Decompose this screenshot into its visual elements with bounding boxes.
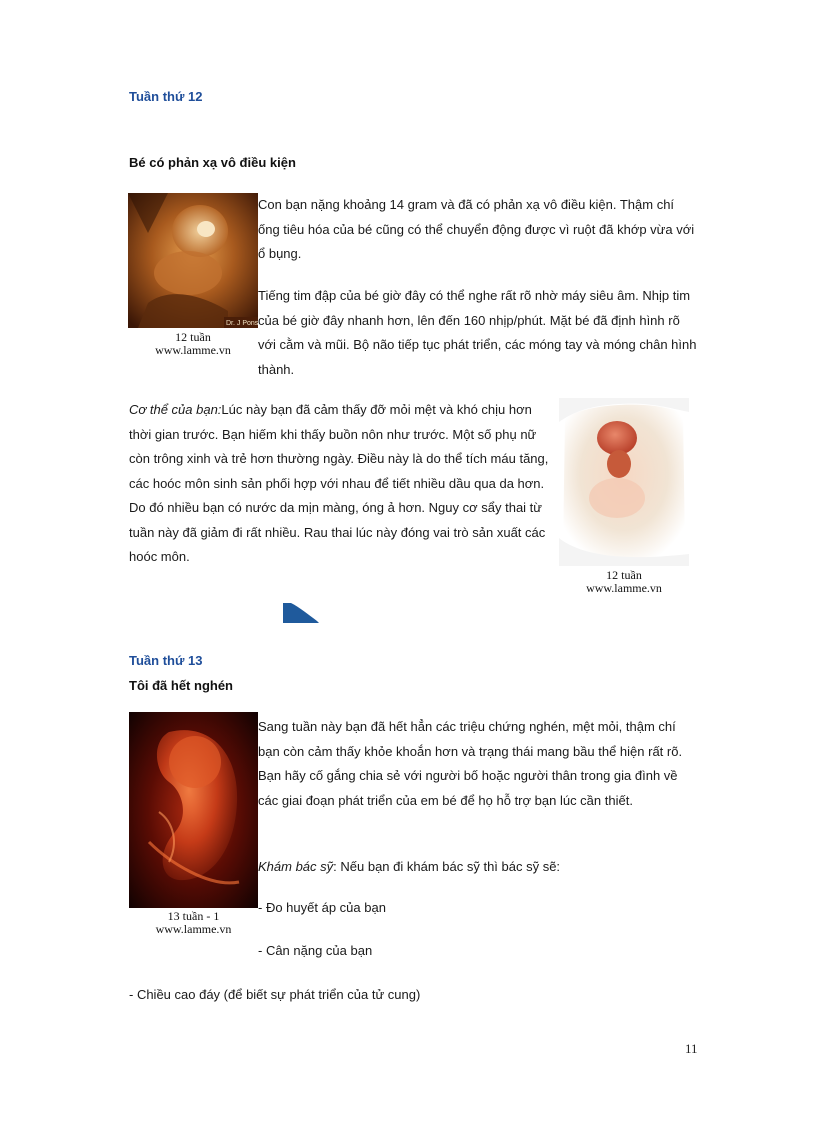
- image3-caption: [129, 910, 258, 936]
- body-text: Lúc này bạn đã cảm thấy đỡ mỏi mệt và khó chịu hơn thời gian trước. Bạn hiếm khi thấy buồn nôn như trước. Một số phụ nữ còn trông xinh và trẻ hơn thường ngày. Điều này là do thể tích máu tăng, các hoóc môn sinh sản phối hợp với nhau để tiết nhiều dầu qua da hơn. Do đó nhiều bạn có nước da mịn màng, óng ả hơn. Nguy cơ sẩy thai từ tuần này đã giảm đi rất nhiều. Rau thai lúc này đóng vai trò sản xuất các hoóc môn.: [129, 402, 549, 564]
- week12-body-paragraph: [129, 398, 557, 570]
- week13-para1-text: Sang tuần này bạn đã hết hẳn các triệu chứng nghén, mệt mỏi, thậm chí bạn còn cảm thấy khỏe khoắn hơn và trạng thái mang bầu thể hiện rất rõ. Bạn hãy cố gắng chia sẻ với người bố hoặc người thân trong gia đình về các giai đoạn phát triển của em bé để họ hỗ trợ bạn lúc cần thiết.: [258, 719, 683, 808]
- page-number: 11: [685, 1041, 698, 1056]
- ultrasound-watermark: Dr. J Pons: [226, 320, 258, 327]
- week12-title: Tuần thứ 12: [129, 89, 203, 104]
- ultrasound-photo-12-weeks: [128, 193, 258, 328]
- image3-caption-site: www.lamme.vn: [155, 922, 232, 936]
- image2-caption-site: www.lamme.vn: [586, 581, 662, 595]
- decorative-blue-shape: [283, 603, 319, 623]
- week13-para1: [258, 715, 698, 813]
- week13-title: Tuần thứ 13: [129, 653, 203, 668]
- checkup-text: : Nếu bạn đi khám bác sỹ thì bác sỹ sẽ:: [333, 859, 561, 874]
- image1-caption-week: 12 tuần: [175, 330, 211, 344]
- checkup-label: Khám bác sỹ: [258, 859, 334, 874]
- image2-caption-week: 12 tuần: [606, 568, 642, 582]
- week12-para2: [258, 284, 698, 382]
- image2-caption: [559, 569, 689, 595]
- image3-caption-week: 13 tuần - 1: [167, 909, 220, 923]
- fetus-photo-13-weeks: [129, 712, 258, 908]
- week12-para1: [258, 193, 698, 267]
- checkup-item-weight: - Cân nặng của bạn: [258, 943, 373, 958]
- fetus-photo-12-weeks: [559, 398, 689, 566]
- body-label: Cơ thể của bạn:: [129, 402, 222, 417]
- week12-subtitle: Bé có phản xạ vô điều kiện: [129, 155, 296, 170]
- image1-caption: [128, 331, 258, 357]
- week12-para2-text: Tiếng tim đập của bé giờ đây có thể nghe rất rõ nhờ máy siêu âm. Nhịp tim của bé giờ đây nhanh hơn, lên đến 160 nhịp/phút. Mặt bé đã định hình rõ với cằm và mũi. Bộ não tiếp tục phát triển, các móng tay và móng chân hình thành.: [258, 288, 697, 377]
- checkup-item-fundal-height: - Chiều cao đáy (để biết sự phát triển của tử cung): [129, 987, 421, 1002]
- checkup-item-blood-pressure: - Đo huyết áp của bạn: [258, 900, 386, 915]
- image1-caption-site: www.lamme.vn: [155, 343, 231, 357]
- week12-para1-text: Con bạn nặng khoảng 14 gram và đã có phản xạ vô điều kiện. Thậm chí ống tiêu hóa của bé cũng có thể chuyển động được vì ruột đã khớp vừa với ổ bụng.: [258, 197, 695, 261]
- week13-subtitle: Tôi đã hết nghén: [129, 678, 233, 693]
- checkup-line: [258, 855, 698, 880]
